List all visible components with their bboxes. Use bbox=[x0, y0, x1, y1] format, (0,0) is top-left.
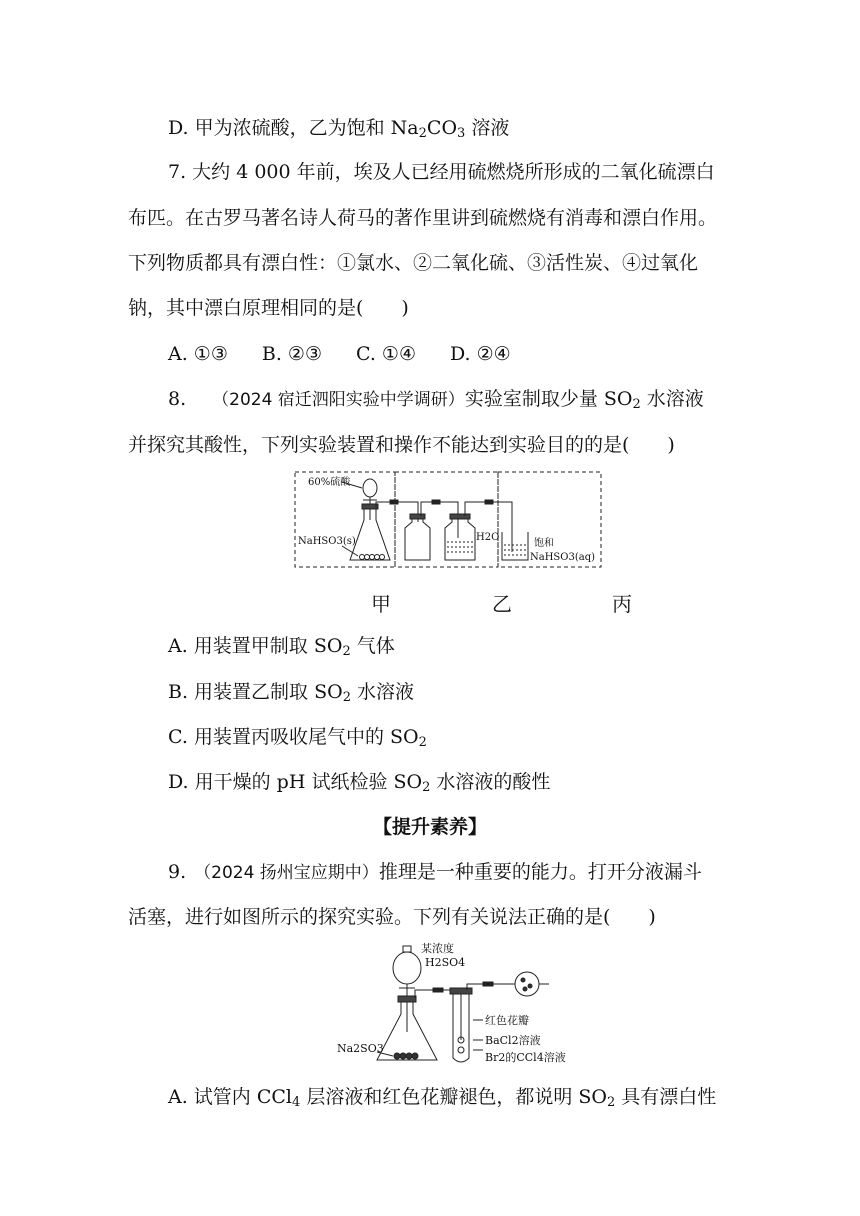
label-60-sulfuric-acid: 60%硫酸 bbox=[308, 477, 351, 488]
q8-apparatus-figure bbox=[290, 470, 608, 572]
q6-option-d: D. 甲为浓硫酸，乙为饱和 $Na_2CO_3$ 溶液 bbox=[168, 117, 510, 141]
q8-source: （2024 宿迁泗阳实验中学调研） bbox=[212, 390, 465, 410]
q8-number: 8. bbox=[168, 388, 187, 410]
label-na2so3: Na2SO3 bbox=[337, 1042, 384, 1055]
q7-line-2: 布匹。在古罗马著名诗人荷马的著作里讲到硫燃烧有消毒和漂白作用。 bbox=[128, 207, 718, 229]
q9-line-1: 9. （2024 扬州宝应期中）推理是一种重要的能力。打开分液漏斗 bbox=[168, 861, 702, 883]
q7-option-b: B. ②③ bbox=[261, 343, 322, 365]
q8-line-2: 并探究其酸性，下列实验装置和操作不能达到实验目的的是( ) bbox=[128, 434, 675, 456]
label-bing: 丙 bbox=[612, 592, 632, 616]
label-bacl2-solution: BaCl2溶液 bbox=[485, 1034, 541, 1047]
q8-option-b: B. 用装置乙制取 $SO_2$ 水溶液 bbox=[168, 681, 415, 705]
q7-option-a: A. ①③ bbox=[168, 343, 228, 365]
q8-option-d: D. 用干燥的 pH 试纸检验 $SO_2$ 水溶液的酸性 bbox=[168, 771, 551, 795]
q7-option-c: C. ①④ bbox=[355, 343, 416, 365]
q8-option-a: A. 用装置甲制取 $SO_2$ 气体 bbox=[168, 635, 395, 659]
label-nahso3-solid: NaHSO3(s) bbox=[298, 536, 356, 547]
label-h2so4: H2SO4 bbox=[425, 956, 466, 969]
label-saturated: 饱和 bbox=[534, 538, 554, 549]
section-heading: 【提升素养】 bbox=[372, 816, 487, 838]
q7-line-4: 钠，其中漂白原理相同的是( ) bbox=[128, 297, 409, 319]
q9-option-a: A. 试管内 CCl$_4$ 层溶液和红色花瓣褪色，都说明 $SO_2$ 具有漂白性 bbox=[168, 1086, 717, 1110]
label-water: H2O bbox=[476, 532, 500, 543]
q8-option-c: C. 用装置丙吸收尾气中的 $SO_2$ bbox=[168, 726, 427, 750]
q9-number: 9. bbox=[168, 861, 187, 883]
label-certain-concentration: 某浓度 bbox=[421, 942, 454, 955]
q7-line-1: 7. 大约 4 000 年前，埃及人已经用硫燃烧所形成的二氧化硫漂白 bbox=[168, 161, 715, 183]
q9-source: （2024 扬州宝应期中） bbox=[194, 863, 379, 883]
q7-options bbox=[168, 342, 545, 366]
q7-option-d: D. ②④ bbox=[450, 343, 511, 365]
label-jia: 甲 bbox=[371, 592, 391, 616]
q7-line-3: 下列物质都具有漂白性：①氯水、②二氧化硫、③活性炭、④过氧化 bbox=[128, 252, 699, 274]
label-yi: 乙 bbox=[492, 592, 512, 616]
label-br2-ccl4-solution: Br2的CCl4溶液 bbox=[485, 1051, 566, 1064]
q9-line-2: 活塞，进行如图所示的探究实验。下列有关说法正确的是( ) bbox=[128, 906, 656, 928]
q9-apparatus-figure bbox=[335, 940, 575, 1070]
q8-line-1: 8. （2024 宿迁泗阳实验中学调研）实验室制取少量 $SO_2$ 水溶液 bbox=[168, 388, 704, 412]
label-red-petal: 红色花瓣 bbox=[485, 1014, 529, 1027]
label-nahso3-aq: NaHSO3(aq) bbox=[530, 552, 596, 563]
